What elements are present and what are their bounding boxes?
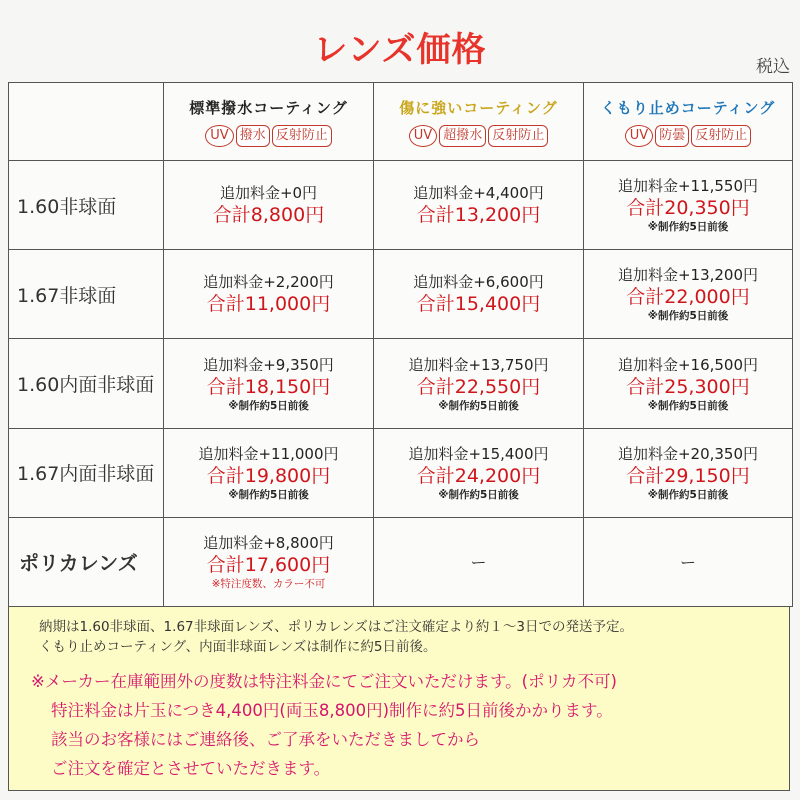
production-note: ※制作約5日前後 — [647, 310, 729, 323]
additional-fee: 追加料金+2,200円 — [203, 273, 334, 292]
table-row — [9, 161, 793, 250]
coating-title: くもり止めコーティング — [600, 98, 776, 117]
lens-type-label: 1.67内面非球面 — [9, 428, 164, 517]
total-price: 合計22,550円 — [416, 375, 541, 398]
price-cell — [584, 428, 793, 517]
price-cell — [374, 161, 584, 250]
header-standard-coating — [164, 83, 374, 161]
uv-badge: UV — [409, 125, 437, 147]
special-order-line: 該当のお客様にはご連絡後、ご了承をいただきましてから — [51, 730, 480, 749]
table-row — [9, 517, 793, 606]
coating-title: 標準撥水コーティング — [189, 98, 348, 117]
price-cell — [374, 428, 584, 517]
tax-included-label: 税込 — [756, 57, 790, 77]
price-cell-unavailable — [374, 517, 584, 606]
special-order-line: ※メーカー在庫範囲外の度数は特注料金にてご注文いただけます。(ポリカ不可) — [31, 672, 617, 691]
anti-fog-badge: 防曇 — [655, 125, 689, 147]
feature-badges — [164, 125, 373, 147]
price-cell — [374, 339, 584, 428]
production-note: ※制作約5日前後 — [438, 488, 519, 501]
water-repellent-badge: 撥水 — [236, 125, 270, 147]
not-available-dash: ー — [679, 553, 696, 573]
super-water-repellent-badge: 超撥水 — [439, 125, 486, 147]
price-cell-unavailable — [584, 517, 793, 606]
total-price: 合計29,150円 — [626, 464, 750, 487]
price-cell — [374, 250, 584, 339]
total-price: 合計8,800円 — [212, 204, 325, 227]
production-note: ※制作約5日前後 — [228, 488, 309, 501]
coating-title: 傷に強いコーティング — [399, 98, 558, 117]
price-cell — [164, 250, 374, 339]
table-row — [9, 428, 793, 517]
price-cell — [164, 339, 374, 428]
additional-fee: 追加料金+6,600円 — [413, 273, 544, 292]
lens-type-label: 1.60内面非球面 — [9, 339, 164, 428]
special-order-line: ご注文を確定とさせていただきます。 — [51, 759, 331, 778]
header-scratch-resistant-coating — [374, 83, 584, 161]
total-price: 合計22,000円 — [626, 286, 750, 309]
lens-type-label: 1.67非球面 — [9, 250, 164, 339]
additional-fee: 追加料金+13,750円 — [408, 355, 549, 374]
price-cell — [164, 161, 374, 250]
special-order-line: 特注料金は片玉につき4,400円(両玉8,800円)制作に約5日前後かかります。 — [51, 701, 613, 720]
uv-badge: UV — [625, 125, 653, 147]
anti-reflection-badge: 反射防止 — [488, 125, 548, 147]
additional-fee: 追加料金+11,000円 — [198, 444, 339, 463]
lens-type-label: ポリカレンズ — [9, 517, 164, 606]
total-price: 合計25,300円 — [626, 375, 750, 398]
total-price: 合計19,800円 — [206, 464, 331, 487]
production-note: ※制作約5日前後 — [647, 399, 729, 412]
delivery-line: 納期は1.60非球面、1.67非球面レンズ、ポリカレンズはご注文確定より約１～3日での発送予定。 — [39, 619, 633, 635]
lens-type-label: 1.60非球面 — [9, 161, 164, 250]
page-title: レンズ価格 — [313, 30, 487, 70]
production-note: ※制作約5日前後 — [647, 221, 729, 234]
additional-fee: 追加料金+13,200円 — [617, 266, 759, 285]
total-price: 合計11,000円 — [206, 293, 331, 316]
total-price: 合計17,600円 — [206, 553, 331, 576]
special-order-note: ※特注度数、カラー不可 — [211, 577, 326, 590]
price-cell — [584, 250, 793, 339]
feature-badges — [584, 125, 792, 147]
additional-fee: 追加料金+0円 — [219, 184, 318, 203]
additional-fee: 追加料金+4,400円 — [413, 184, 544, 203]
total-price: 合計15,400円 — [416, 293, 541, 316]
production-note: ※制作約5日前後 — [647, 488, 729, 501]
additional-fee: 追加料金+20,350円 — [617, 444, 759, 463]
production-note: ※制作約5日前後 — [438, 399, 519, 412]
additional-fee: 追加料金+8,800円 — [203, 533, 334, 552]
additional-fee: 追加料金+9,350円 — [203, 355, 334, 374]
anti-reflection-badge: 反射防止 — [691, 125, 751, 147]
additional-fee: 追加料金+11,550円 — [617, 177, 759, 196]
price-cell — [584, 339, 793, 428]
anti-reflection-badge: 反射防止 — [272, 125, 332, 147]
additional-fee: 追加料金+15,400円 — [408, 444, 549, 463]
uv-badge: UV — [205, 125, 233, 147]
special-order-info — [31, 667, 617, 783]
delivery-line: くもり止めコーティング、内面非球面レンズは制作に約5日前後。 — [39, 639, 437, 655]
price-cell — [164, 428, 374, 517]
total-price: 合計13,200円 — [416, 204, 541, 227]
delivery-notes-box — [8, 607, 790, 791]
table-header-row — [9, 83, 793, 161]
corner-cell — [9, 83, 164, 161]
delivery-info — [39, 617, 633, 657]
table-row — [9, 250, 793, 339]
additional-fee: 追加料金+16,500円 — [617, 355, 759, 374]
production-note: ※制作約5日前後 — [228, 399, 309, 412]
total-price: 合計20,350円 — [626, 197, 750, 220]
not-available-dash: ー — [470, 553, 487, 573]
total-price: 合計18,150円 — [206, 375, 331, 398]
table-row — [9, 339, 793, 428]
header-anti-fog-coating — [584, 83, 793, 161]
price-cell — [584, 161, 793, 250]
price-table — [8, 82, 793, 607]
feature-badges — [374, 125, 583, 147]
total-price: 合計24,200円 — [416, 464, 541, 487]
price-cell — [164, 517, 374, 606]
